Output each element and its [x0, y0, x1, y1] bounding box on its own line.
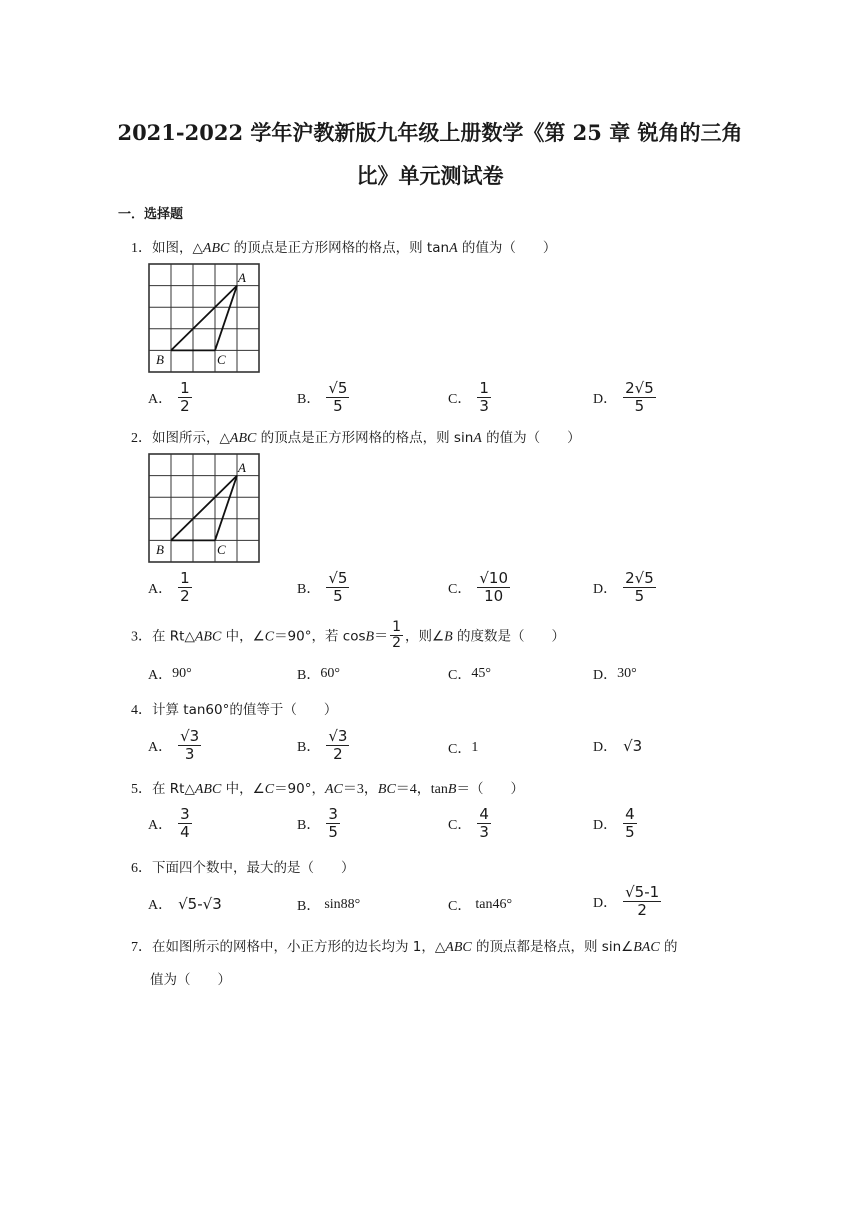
- question-4-stem: 4．计算 tan60°的值等于（ ）: [131, 702, 338, 718]
- section-heading: 一．选择题: [118, 207, 184, 222]
- question-3-option-c[interactable]: C． 45°: [448, 666, 491, 683]
- question-5-option-c[interactable]: C． $\frac{4}{3}$: [448, 805, 489, 841]
- question-3-option-a[interactable]: A． 90°: [148, 666, 192, 683]
- question-3-option-b[interactable]: B． 60°: [297, 666, 340, 683]
- question-5-option-a[interactable]: A． $\frac{3}{4}$: [148, 805, 190, 841]
- question-6-option-a[interactable]: A． √5-√3: [148, 895, 222, 913]
- question-2-option-b[interactable]: B． $\frac{√5}{5}$: [297, 569, 348, 605]
- question-1-option-b[interactable]: B． $\frac{√5}{5}$: [297, 379, 348, 415]
- question-5-option-d[interactable]: D． $\frac{4}{5}$: [593, 805, 635, 841]
- vertex-label-b: B: [156, 352, 164, 367]
- question-4-option-d[interactable]: D． √3: [593, 737, 643, 755]
- vertex-label-a: A: [238, 270, 246, 285]
- segment-ab: [171, 476, 237, 541]
- segment-ab: [171, 286, 237, 351]
- question-4-option-c[interactable]: C． 1: [448, 740, 479, 757]
- question-2-grid-figure: [148, 453, 260, 563]
- vertex-label-c: C: [217, 352, 226, 367]
- question-1-grid-figure: [148, 263, 260, 373]
- question-1-stem: 1．如图，△ABC 的顶点是正方形网格的格点，则 tanA 的值为（ ）: [131, 240, 557, 256]
- question-3-stem: 3．在 Rt△ABC 中，∠C＝90°，若 cosB＝ $\frac{1}{2}$ ，则∠B 的度数是（ ）: [131, 619, 565, 651]
- question-1-option-c[interactable]: C． $\frac{1}{3}$: [448, 379, 489, 415]
- vertex-label-b: B: [156, 542, 164, 557]
- question-6-option-b[interactable]: B． sin88°: [297, 897, 361, 914]
- question-3-option-d[interactable]: D． 30°: [593, 666, 637, 683]
- question-5-option-b[interactable]: B． $\frac{3}{5}$: [297, 805, 338, 841]
- question-6-option-c[interactable]: C． tan46°: [448, 897, 513, 914]
- page-title-line-1: 2021-2022 学年沪教新版九年级上册数学《第 25 章 锐角的三角: [117, 120, 743, 145]
- question-2-stem: 2．如图所示，△ABC 的顶点是正方形网格的格点，则 sinA 的值为（ ）: [131, 430, 581, 446]
- page-title-line-2: 比》单元测试卷: [356, 163, 504, 188]
- question-5-stem: 5．在 Rt△ABC 中，∠C＝90°，AC＝3，BC＝4，tanB＝（ ）: [131, 781, 524, 797]
- question-2-option-c[interactable]: C． $\frac{√10}{10}$: [448, 569, 508, 605]
- question-6-stem: 6．下面四个数中，最大的是（ ）: [131, 860, 355, 876]
- question-1-option-a[interactable]: A． $\frac{1}{2}$: [148, 379, 190, 415]
- question-6-option-d[interactable]: D． $\frac{√5-1}{2}$: [593, 883, 660, 919]
- question-4-option-a[interactable]: A． $\frac{√3}{3}$: [148, 727, 200, 763]
- vertex-label-a: A: [238, 460, 246, 475]
- question-2-option-d[interactable]: D． $\frac{2√5}{5}$: [593, 569, 654, 605]
- question-4-option-b[interactable]: B． $\frac{√3}{2}$: [297, 727, 348, 763]
- question-2-option-a[interactable]: A． $\frac{1}{2}$: [148, 569, 190, 605]
- question-7-stem-line-2: 值为（ ）: [150, 972, 231, 988]
- question-7-stem: 7．在如图所示的网格中，小正方形的边长均为 1，△ABC 的顶点都是格点，则 sin∠BAC 的: [131, 939, 678, 955]
- question-1-option-d[interactable]: D． $\frac{2√5}{5}$: [593, 379, 654, 415]
- vertex-label-c: C: [217, 542, 226, 557]
